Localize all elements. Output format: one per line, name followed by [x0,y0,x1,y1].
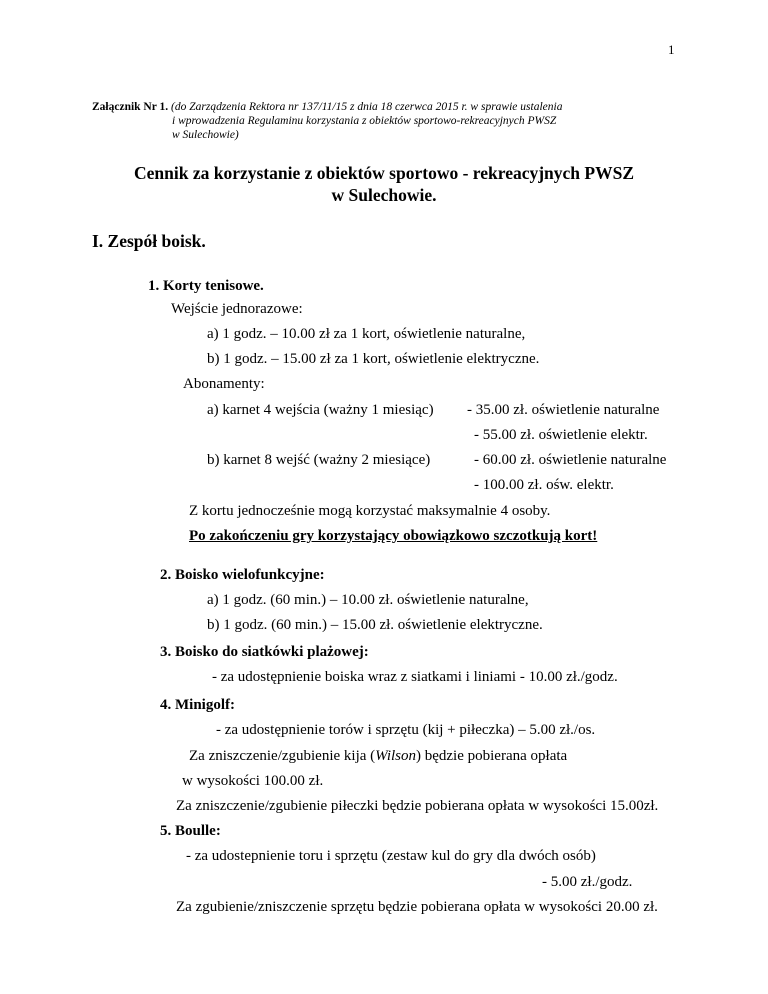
single-entry-b: b) 1 godz. – 15.00 zł za 1 kort, oświetlenie elektryczne. [207,351,540,368]
minigolf-line: - za udostępnienie torów i sprzętu (kij + piłeczka) – 5.00 zł./os. [216,722,596,739]
title-line1: Cennik za korzystanie z obiektów sportowo - rekreacyjnych PWSZ [133,163,635,183]
subscriptions-label: Abonamenty: [183,376,265,393]
annex-note-line3: w Sulechowie) [172,129,239,141]
minigolf-ball-fee: Za zniszczenie/zgubienie piłeczki będzie pobierana opłata w wysokości 15.00zł. [176,798,659,814]
page-number: 1 [668,42,675,57]
annex-note-line1: (do Zarządzenia Rektora nr 137/11/15 z dnia 18 czerwca 2015 r. w sprawie ustalenia [171,101,563,113]
heading-beach-volleyball: 3. Boisko do siatkówki plażowej: [160,644,369,661]
minigolf-club-amount: w wysokości 100.00 zł. [182,772,324,789]
annex-label: Załącznik Nr 1. [92,101,169,113]
heading-multifunction-field: 2. Boisko wielofunkcyjne: [160,567,325,583]
annex-header [92,100,562,142]
heading-minigolf: 4. Minigolf: [160,697,235,714]
single-entry-a: a) 1 godz. – 10.00 zł za 1 kort, oświetlenie naturalne, [207,325,526,342]
boulle-price: - 5.00 zł./godz. [542,873,633,890]
heading-tennis-courts: 1. Korty tenisowe. [148,278,264,295]
title-line2: w Sulechowie. [331,185,437,205]
subscription-a-price-natural: - 35.00 zł. oświetlenie naturalne [467,401,660,418]
subscription-b-price-natural: - 60.00 zł. oświetlenie naturalne [474,451,667,468]
section-title: I. Zespół boisk. [92,231,206,251]
boulle-loss-fee: Za zgubienie/zniszczenie sprzętu będzie pobierana opłata w wysokości 20.00 zł. [176,898,658,915]
subscription-b: b) karnet 8 wejść (ważny 2 miesiące) [207,451,431,468]
subscription-a-price-electric: - 55.00 zł. oświetlenie elektr. [474,426,648,443]
club-brand: Wilson [375,747,416,764]
multifunction-a: a) 1 godz. (60 min.) – 10.00 zł. oświetlenie naturalne, [207,592,529,609]
beach-volleyball-line: - za udostępnienie boiska wraz z siatkami i liniami - 10.00 zł./godz. [212,669,618,686]
page-title [0,162,768,206]
boulle-line: - za udostepnienie toru i sprzętu (zestaw kul do gry dla dwóch osób) [186,848,596,865]
subscription-a: a) karnet 4 wejścia (ważny 1 miesiąc) [207,401,434,418]
single-entry-label: Wejście jednorazowe: [171,300,303,317]
multifunction-b: b) 1 godz. (60 min.) – 15.00 zł. oświetlenie elektryczne. [207,617,543,634]
max-players-note: Z kortu jednocześnie mogą korzystać maksymalnie 4 osoby. [189,503,551,520]
club-fee-pre: Za zniszczenie/zgubienie kija ( [189,747,376,764]
subscription-b-price-electric: - 100.00 zł. ośw. elektr. [474,477,614,494]
club-fee-post: ) będzie pobierana opłata [416,747,568,764]
annex-note-line2: i wprowadzenia Regulaminu korzystania z obiektów sportowo-rekreacyjnych PWSZ [172,115,557,127]
brushing-warning: Po zakończeniu gry korzystający obowiązkowo szczotkują kort! [189,528,598,545]
minigolf-club-fee [189,748,567,765]
heading-boulle: 5. Boulle: [160,823,221,840]
